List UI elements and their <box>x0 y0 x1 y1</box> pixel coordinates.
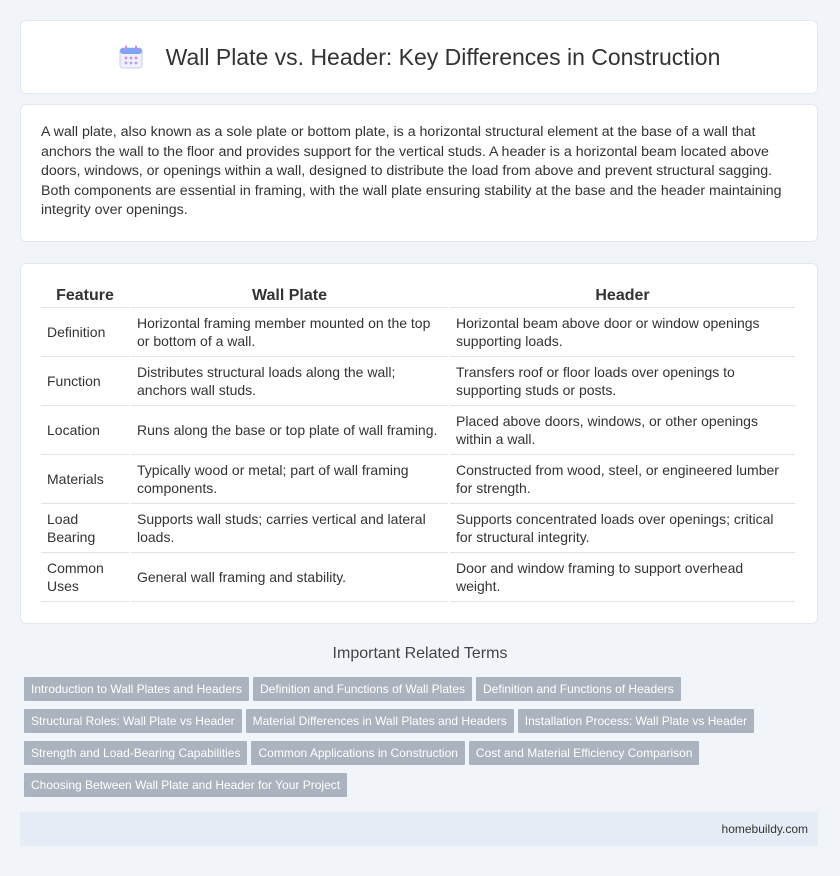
header-cell: Placed above doors, windows, or other openings within a wall. <box>450 406 795 455</box>
feature-cell: Location <box>41 406 129 455</box>
related-term-tag[interactable]: Installation Process: Wall Plate vs Header <box>518 709 754 733</box>
header-cell: Constructed from wood, steel, or engineered lumber for strength. <box>450 455 795 504</box>
related-terms-list <box>24 677 824 805</box>
footer-site-link[interactable]: homebuildy.com <box>721 822 808 836</box>
wall-plate-cell: Typically wood or metal; part of wall framing components. <box>131 455 448 504</box>
feature-cell: Definition <box>41 308 129 357</box>
wall-plate-cell: Horizontal framing member mounted on the top or bottom of a wall. <box>131 308 448 357</box>
header-cell: Supports concentrated loads over openings; critical for structural integrity. <box>450 504 795 553</box>
page-title <box>118 44 721 71</box>
wall-plate-cell: General wall framing and stability. <box>131 553 448 602</box>
related-terms-title: Important Related Terms <box>332 645 508 662</box>
table-row <box>41 357 795 406</box>
calendar-icon <box>118 44 144 70</box>
related-term-tag[interactable]: Introduction to Wall Plates and Headers <box>24 677 249 701</box>
related-term-tag[interactable]: Choosing Between Wall Plate and Header for Your Project <box>24 773 347 797</box>
related-term-tag[interactable]: Definition and Functions of Headers <box>476 677 681 701</box>
table-row <box>41 553 795 602</box>
comparison-table-card <box>20 263 818 624</box>
wall-plate-cell: Runs along the base or top plate of wall framing. <box>131 406 448 455</box>
feature-cell: Load Bearing <box>41 504 129 553</box>
related-term-tag[interactable]: Cost and Material Efficiency Comparison <box>469 741 700 765</box>
related-term-tag[interactable]: Material Differences in Wall Plates and Headers <box>246 709 514 733</box>
column-header-feature: Feature <box>41 284 129 308</box>
feature-cell: Function <box>41 357 129 406</box>
table-header-row <box>41 284 795 308</box>
related-term-tag[interactable]: Definition and Functions of Wall Plates <box>253 677 472 701</box>
header-cell: Horizontal beam above door or window openings supporting loads. <box>450 308 795 357</box>
intro-paragraph: A wall plate, also known as a sole plate or bottom plate, is a horizontal structural element at the base of a wall that anchors the wall to the floor and provides support for the vertical studs. A header is a horizontal beam located above doors, windows, or openings within a wall, designed to distribute the load from above and prevent structural sagging. Both components are essential in framing, with the wall plate ensuring stability at the base and the header maintaining integrity over openings. <box>41 124 782 219</box>
related-term-tag[interactable]: Strength and Load-Bearing Capabilities <box>24 741 247 765</box>
footer <box>20 812 818 846</box>
table-row <box>41 455 795 504</box>
page-title-text: Wall Plate vs. Header: Key Differences in Construction <box>165 43 721 70</box>
intro-card <box>20 104 818 242</box>
table-row <box>41 308 795 357</box>
column-header-header: Header <box>450 284 795 308</box>
related-term-tag[interactable]: Common Applications in Construction <box>251 741 464 765</box>
wall-plate-cell: Supports wall studs; carries vertical and lateral loads. <box>131 504 448 553</box>
wall-plate-cell: Distributes structural loads along the wall; anchors wall studs. <box>131 357 448 406</box>
table-row <box>41 406 795 455</box>
header-cell: Door and window framing to support overhead weight. <box>450 553 795 602</box>
column-header-wall-plate: Wall Plate <box>131 284 448 308</box>
header-cell: Transfers roof or floor loads over openings to supporting studs or posts. <box>450 357 795 406</box>
title-card <box>20 20 818 94</box>
feature-cell: Common Uses <box>41 553 129 602</box>
table-row <box>41 504 795 553</box>
related-term-tag[interactable]: Structural Roles: Wall Plate vs Header <box>24 709 242 733</box>
comparison-table <box>39 284 797 602</box>
feature-cell: Materials <box>41 455 129 504</box>
